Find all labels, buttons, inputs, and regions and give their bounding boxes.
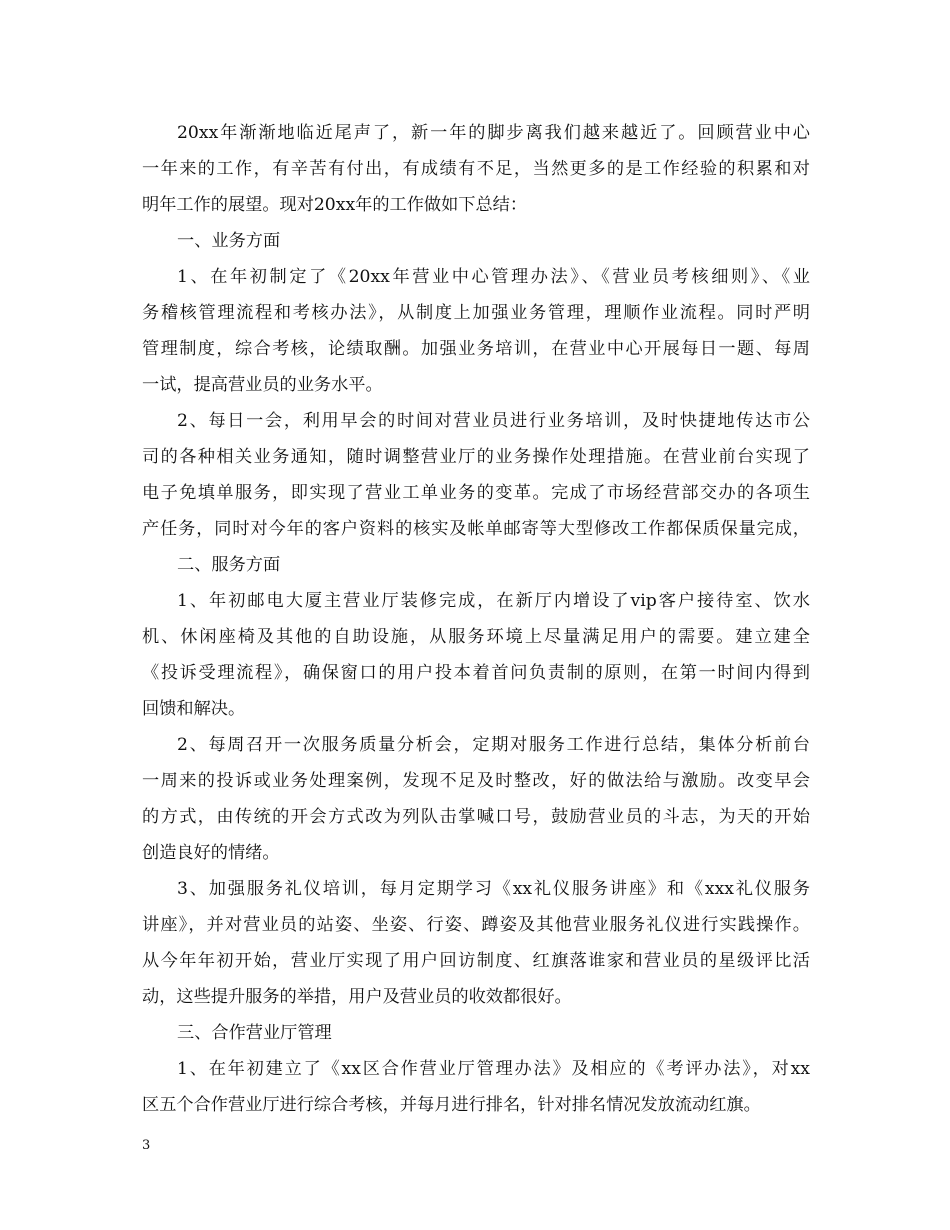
text-line: 《投诉受理流程》，确保窗口的用户投本着首问负责制的原则，在第一时间内得到 (142, 663, 810, 683)
text-line: 产任务，同时对今年的客户资料的核实及帐单邮寄等大型修改工作都保质保量完成， (142, 519, 810, 539)
text-line: 动，这些提升服务的举措，用户及营业员的收效都很好。 (142, 987, 572, 1007)
text-line: 1、在年初制定了《20xx年营业中心管理办法》、《营业员考核细则》、《业 (177, 267, 810, 287)
page-number: 3 (142, 1138, 151, 1153)
text-line: 一周来的投诉或业务处理案例，发现不足及时整改，好的做法给与激励。改变早会 (142, 771, 810, 791)
text-line: 2、每日一会，利用早会的时间对营业员进行业务培训，及时快捷地传达市公 (177, 411, 810, 431)
text-line: 2、每周召开一次服务质量分析会，定期对服务工作进行总结，集体分析前台 (177, 735, 810, 755)
text-line: 1、年初邮电大厦主营业厅装修完成，在新厅内增设了vip客户接待室、饮水 (177, 591, 810, 611)
text-line: 三、合作营业厅管理 (177, 1023, 332, 1043)
text-line: 的方式，由传统的开会方式改为列队击掌喊口号，鼓励营业员的斗志，为天的开始 (142, 807, 810, 827)
text-line: 从今年年初开始，营业厅实现了用户回访制度、红旗落谁家和营业员的星级评比活 (142, 951, 810, 971)
text-line: 回馈和解决。 (142, 699, 246, 719)
text-line: 管理制度，综合考核，论绩取酬。加强业务培训，在营业中心开展每日一题、每周 (142, 339, 810, 359)
text-line: 电子免填单服务，即实现了营业工单业务的变革。完成了市场经营部交办的各项生 (142, 483, 810, 503)
text-line: 一、业务方面 (177, 231, 281, 251)
text-line: 一年来的工作，有辛苦有付出，有成绩有不足，当然更多的是工作经验的积累和对 (142, 159, 810, 179)
document-body (142, 115, 810, 1123)
text-line: 明年工作的展望。现对20xx年的工作做如下总结： (142, 195, 528, 215)
text-line: 务稽核管理流程和考核办法》，从制度上加强业务管理，理顺作业流程。同时严明 (142, 303, 810, 323)
text-line: 1、在年初建立了《xx区合作营业厅管理办法》及相应的《考评办法》，对xx (177, 1059, 810, 1079)
text-line: 司的各种相关业务通知，随时调整营业厅的业务操作处理措施。在营业前台实现了 (142, 447, 810, 467)
text-line: 20xx年渐渐地临近尾声了，新一年的脚步离我们越来越近了。回顾营业中心 (177, 123, 810, 143)
text-line: 创造良好的情绪。 (142, 843, 280, 863)
text-line: 一试，提高营业员的业务水平。 (142, 375, 383, 395)
text-line: 讲座》，并对营业员的站姿、坐姿、行姿、蹲姿及其他营业服务礼仪进行实践操作。 (142, 915, 810, 935)
text-line: 3、加强服务礼仪培训，每月定期学习《xx礼仪服务讲座》和《xxx礼仪服务 (177, 879, 810, 899)
text-line: 二、服务方面 (177, 555, 281, 575)
text-line: 机、休闲座椅及其他的自助设施，从服务环境上尽量满足用户的需要。建立建全 (142, 627, 810, 647)
text-line: 区五个合作营业厅进行综合考核，并每月进行排名，针对排名情况发放流动红旗。 (142, 1095, 761, 1115)
